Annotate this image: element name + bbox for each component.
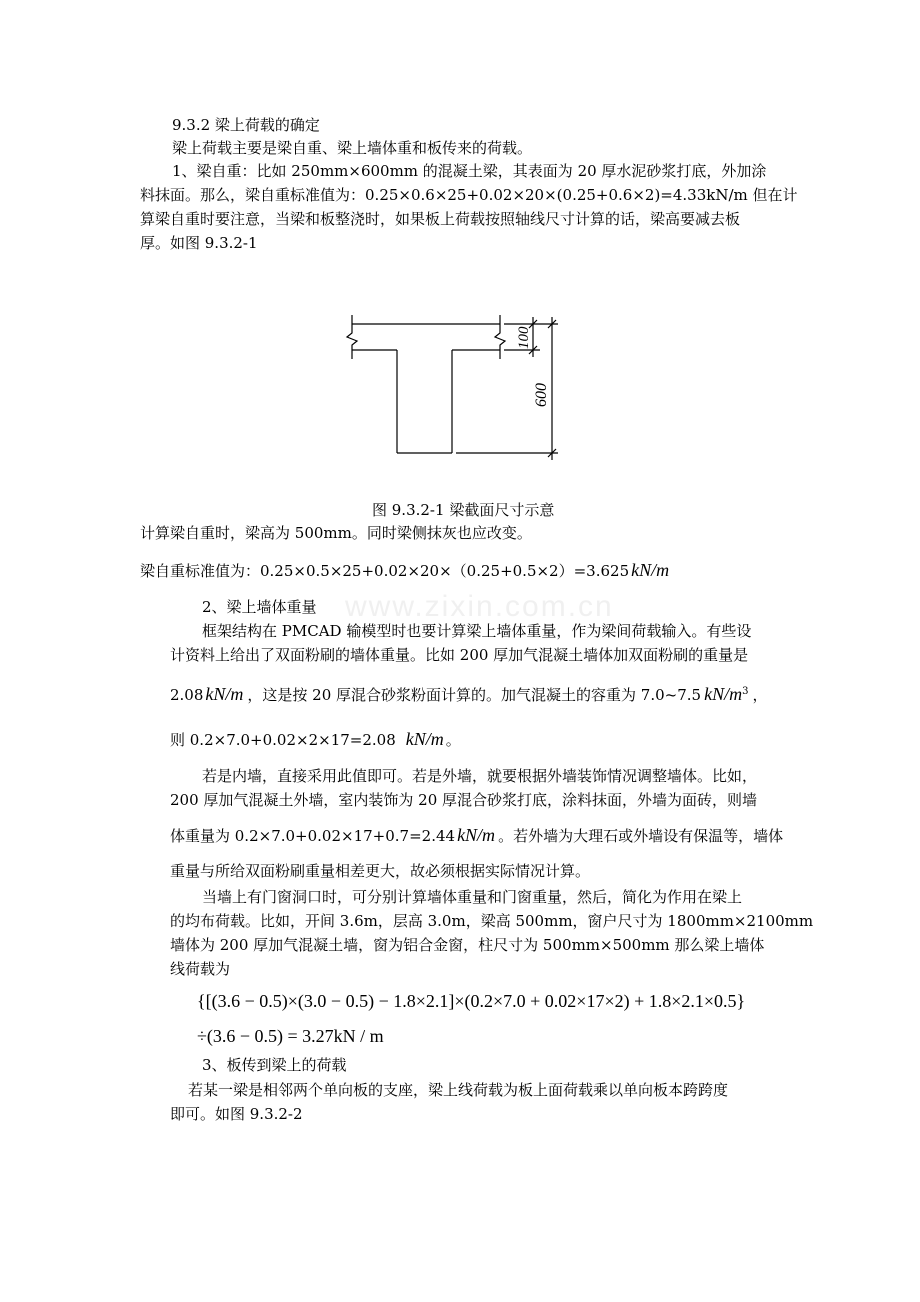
wall-p1-line3-text: ，这是按 20 厚混合砂浆粉面计算的。加气混凝土的容重为 7.0~7.5 xyxy=(247,686,702,704)
wall-p1-line3-end: ， xyxy=(752,686,768,704)
after-figure-line1: 计算梁自重时，梁高为 500mm。同时梁侧抹灰也应改变。 xyxy=(140,524,532,542)
wall-p2-line3-end: 。若外墙为大理石或外墙设有保温等，墙体 xyxy=(498,827,784,845)
wall-weight-title: 2、梁上墙体重量 xyxy=(202,598,317,616)
wall-p1-line2: 计资料上给出了双面粉刷的墙体重量。比如 200 厚加气混凝土墙体加双面粉刷的重量是 xyxy=(170,646,749,664)
wall-weight-unit: kN/m xyxy=(205,684,244,704)
density-unit: kN/m xyxy=(704,684,743,704)
dimension-slab-label: 100 xyxy=(516,326,532,349)
wall-p2-line3-text: 体重量为 0.2×7.0+0.02×17+0.7=2.44 xyxy=(170,827,456,845)
wall-p3-line1: 当墙上有门窗洞口时，可分别计算墙体重量和门窗重量，然后，简化为作用在梁上 xyxy=(202,888,743,906)
beam-self-weight-line4: 厚。如图 9.3.2-1 xyxy=(140,234,258,252)
wall-p2-line3 xyxy=(170,825,783,846)
wall-p1-line4-text: 则 0.2×7.0+0.02×2×17=2.08 xyxy=(170,731,396,749)
wall-p2-line2: 200 厚加气混凝土外墙，室内装饰为 20 厚混合砂浆打底，涂料抹面，外墙为面砖，则墙 xyxy=(170,791,758,809)
wall-p1-line4-unit: kN/m xyxy=(405,729,444,749)
density-unit-exponent: 3 xyxy=(742,686,749,697)
wall-weight-value: 2.08 xyxy=(170,686,204,704)
slab-load-title: 3、板传到梁上的荷载 xyxy=(202,1056,347,1074)
beam-weight-formula xyxy=(140,560,669,581)
beam-self-weight-line1: 1、梁自重：比如 250mm×600mm 的混凝土梁，其表面为 20 厚水泥砂浆打底，外加涂 xyxy=(172,162,767,180)
dimension-height-label: 600 xyxy=(533,383,550,407)
wall-load-equation-line1: {[(3.6 − 0.5)×(3.0 − 0.5) − 1.8×2.1]×(0.2×7.0 + 0.02×17×2) + 1.8×2.1×0.5} xyxy=(197,991,746,1011)
exterior-wall-unit: kN/m xyxy=(457,825,496,845)
beam-weight-formula-text: 梁自重标准值为：0.25×0.5×25+0.02×20×（0.25+0.5×2）=3.625 xyxy=(140,562,630,580)
wall-p3-line4: 线荷载为 xyxy=(170,960,231,978)
watermark: www.zixin.com.cn xyxy=(345,590,614,623)
beam-self-weight-line2: 料抹面。那么，梁自重标准值为：0.25×0.6×25+0.02×20×(0.25+0.6×2)=4.33kN/m 但在计 xyxy=(140,186,798,204)
wall-p2-line1: 若是内墙，直接采用此值即可。若是外墙，就要根据外墙装饰情况调整墙体。比如， xyxy=(202,767,758,785)
wall-p2-line4: 重量与所给双面粉刷重量相差更大，故必须根据实际情况计算。 xyxy=(170,862,591,880)
section-heading: 9.3.2 梁上荷载的确定 xyxy=(172,116,320,134)
wall-p3-line2: 的均布荷载。比如，开间 3.6m，层高 3.0m，梁高 500mm，窗户尺寸为 1800mm×2100mm xyxy=(170,912,814,930)
wall-p1-line3 xyxy=(170,682,767,705)
beam-section-figure xyxy=(330,305,570,470)
beam-weight-unit: kN/m xyxy=(631,560,670,580)
figure1-caption: 图 9.3.2-1 梁截面尺寸示意 xyxy=(372,501,555,519)
wall-p3-line3: 墙体为 200 厚加气混凝土墙，窗为铝合金窗，柱尺寸为 500mm×500mm 那么梁上墙体 xyxy=(170,936,765,954)
beam-self-weight-line3: 算梁自重时要注意，当梁和板整浇时，如果板上荷载按照轴线尺寸计算的话，梁高要减去板 xyxy=(140,210,741,228)
wall-p1-line4-end: 。 xyxy=(445,731,461,749)
wall-p1-line4 xyxy=(170,729,461,750)
wall-load-equation-line2: ÷(3.6 − 0.5) = 3.27kN / m xyxy=(197,1026,384,1046)
wall-p1-line1: 框架结构在 PMCAD 输模型时也要计算梁上墙体重量，作为梁间荷载输入。有些设 xyxy=(202,622,752,640)
slab-load-line1: 若某一梁是相邻两个单向板的支座，梁上线荷载为板上面荷载乘以单向板本跨跨度 xyxy=(188,1081,729,1099)
slab-load-line2: 即可。如图 9.3.2-2 xyxy=(170,1105,303,1123)
section-intro: 梁上荷载主要是梁自重、梁上墙体重和板传来的荷载。 xyxy=(172,139,533,157)
